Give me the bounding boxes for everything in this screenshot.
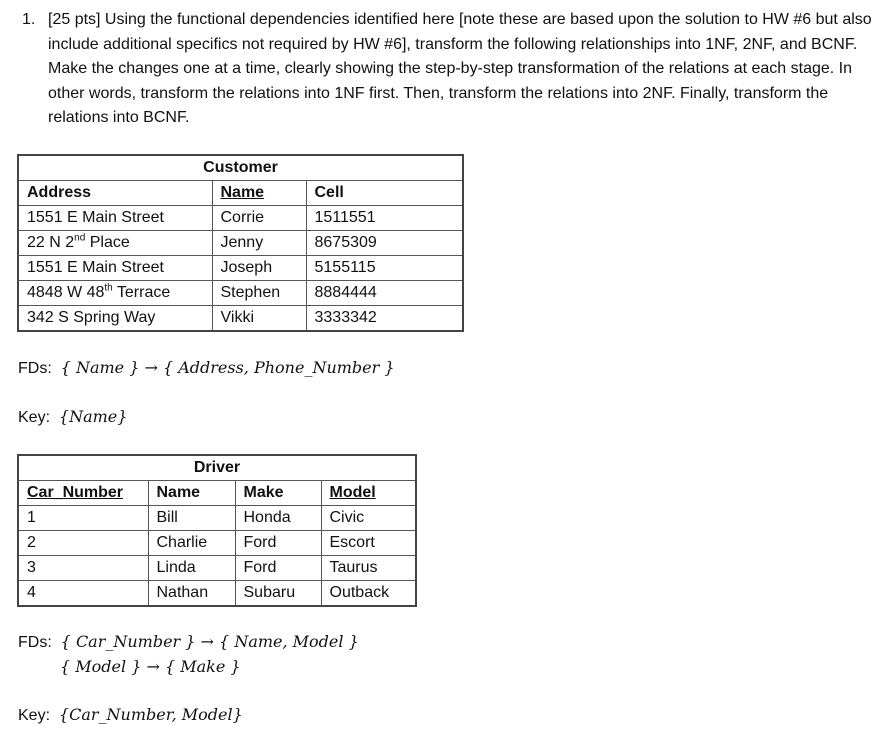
table-row bbox=[18, 506, 416, 531]
column-header: Name bbox=[148, 481, 235, 506]
key-label: Key: bbox=[18, 409, 51, 426]
question-text: [25 pts] Using the functional dependencies identified here [note these are based upon the solution to HW #6 but also include additional specifics not required by HW #6], transform the following relationships into 1NF, 2NF, and BCNF. Make the changes one at a time, clearly showing the step-by-step transformation of the relations at each stage. In other words, transform the relations into 1NF first. Then, transform the relations into 2NF. Finally, transform the relations into BCNF. bbox=[48, 11, 872, 126]
column-header-key: Name bbox=[212, 181, 306, 206]
table-title: Customer bbox=[18, 155, 463, 181]
table-cell: Subaru bbox=[235, 581, 321, 607]
address-suffix: Place bbox=[85, 234, 130, 251]
column-header-key: Car_Number bbox=[18, 481, 148, 506]
fds-label: FDs: bbox=[18, 360, 52, 377]
table-row bbox=[18, 231, 463, 256]
table-title: Driver bbox=[18, 455, 416, 481]
table-cell: Linda bbox=[148, 556, 235, 581]
table-row bbox=[18, 281, 463, 306]
table-cell: 1 bbox=[18, 506, 148, 531]
table-cell: Outback bbox=[321, 581, 416, 607]
superscript: nd bbox=[74, 232, 86, 244]
key-value: {Car_Number, Model} bbox=[58, 705, 243, 724]
table-cell: Ford bbox=[235, 556, 321, 581]
column-header: Make bbox=[235, 481, 321, 506]
driver-key bbox=[18, 705, 243, 725]
table-cell: Nathan bbox=[148, 581, 235, 607]
cell-cell: 8675309 bbox=[306, 231, 463, 256]
customer-table bbox=[17, 154, 464, 332]
customer-fds bbox=[18, 358, 395, 378]
table-cell: 3 bbox=[18, 556, 148, 581]
name-cell: Jenny bbox=[212, 231, 306, 256]
table-row bbox=[18, 581, 416, 607]
table-row bbox=[18, 206, 463, 231]
cell-cell: 3333342 bbox=[306, 306, 463, 332]
address-suffix: Terrace bbox=[112, 284, 171, 301]
driver-fds bbox=[18, 632, 359, 652]
question bbox=[22, 8, 872, 131]
fd-expression: { Car_Number } → { Name, Model } bbox=[60, 632, 359, 651]
table-cell: Honda bbox=[235, 506, 321, 531]
fds-label: FDs: bbox=[18, 634, 52, 651]
address-cell: 1551 E Main Street bbox=[27, 259, 164, 276]
table-cell: Escort bbox=[321, 531, 416, 556]
superscript: th bbox=[104, 282, 113, 294]
fd-expression: { Model } → { Make } bbox=[60, 657, 241, 676]
address-cell: 1551 E Main Street bbox=[27, 209, 164, 226]
fd-expression: { Name } → { Address, Phone_Number } bbox=[60, 358, 395, 377]
key-label: Key: bbox=[18, 707, 51, 724]
table-cell: Bill bbox=[148, 506, 235, 531]
name-cell: Vikki bbox=[212, 306, 306, 332]
name-cell: Stephen bbox=[212, 281, 306, 306]
table-row bbox=[18, 556, 416, 581]
table-cell: Taurus bbox=[321, 556, 416, 581]
table-cell: Ford bbox=[235, 531, 321, 556]
customer-key bbox=[18, 407, 127, 427]
table-cell: Charlie bbox=[148, 531, 235, 556]
key-value: {Name} bbox=[58, 407, 128, 426]
column-header-key: Model bbox=[321, 481, 416, 506]
table-row bbox=[18, 256, 463, 281]
table-cell: Civic bbox=[321, 506, 416, 531]
driver-fds-2 bbox=[60, 657, 241, 677]
cell-cell: 1511551 bbox=[306, 206, 463, 231]
table-cell: 2 bbox=[18, 531, 148, 556]
cell-cell: 8884444 bbox=[306, 281, 463, 306]
name-cell: Corrie bbox=[212, 206, 306, 231]
table-row bbox=[18, 306, 463, 332]
column-header: Cell bbox=[306, 181, 463, 206]
table-cell: 4 bbox=[18, 581, 148, 607]
address-cell: 4848 W 48 bbox=[27, 284, 105, 301]
question-number: 1. bbox=[22, 11, 36, 28]
address-cell: 22 N 2 bbox=[27, 234, 75, 251]
name-cell: Joseph bbox=[212, 256, 306, 281]
column-header: Address bbox=[18, 181, 212, 206]
driver-table bbox=[17, 454, 417, 607]
cell-cell: 5155115 bbox=[306, 256, 463, 281]
table-row bbox=[18, 531, 416, 556]
address-cell: 342 S Spring Way bbox=[27, 309, 156, 326]
